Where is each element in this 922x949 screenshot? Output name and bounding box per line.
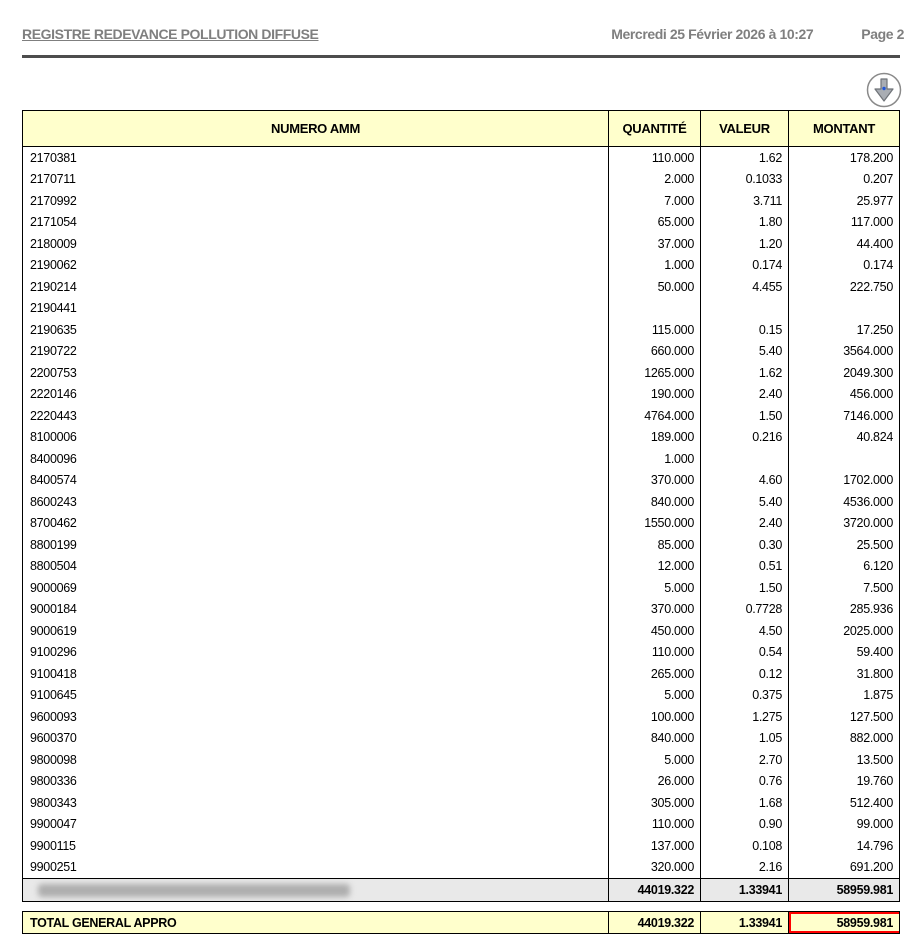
total-montant-highlighted: 58959.981 [789,912,899,933]
valeur-cell: 0.90 [701,814,789,836]
valeur-cell: 0.54 [701,642,789,664]
amm-cell: 2190635 [23,319,609,341]
valeur-cell: 0.15 [701,319,789,341]
quantite-cell: 5.000 [609,685,701,707]
montant-cell: 0.207 [863,172,893,187]
amm-cell: 2200753 [23,362,609,384]
col-header-valeur: VALEUR [701,111,789,146]
montant-cell: 222.750 [849,279,893,294]
amm-cell: 8700462 [23,513,609,535]
montant-cell: 99.000 [856,817,893,832]
valeur-cell: 2.40 [701,384,789,406]
quantite-cell: 1265.000 [609,362,701,384]
quantite-cell: 26.000 [609,771,701,793]
report-datetime: Mercredi 25 Février 2026 à 10:27 [611,26,814,42]
table-row [23,814,899,836]
quantite-cell: 65.000 [609,212,701,234]
montant-cell: 17.250 [856,322,893,337]
montant-cell: 3564.000 [843,344,893,359]
montant-cell: 3720.000 [843,516,893,531]
montant-cell: 1702.000 [843,473,893,488]
subtotal-valeur: 1.33941 [701,879,789,901]
quantite-cell: 840.000 [609,728,701,750]
quantite-cell: 2.000 [609,169,701,191]
montant-cell: 13.500 [856,752,893,767]
quantite-cell: 189.000 [609,427,701,449]
montant-cell: 0.174 [863,258,893,273]
quantite-cell: 115.000 [609,319,701,341]
table-row [23,857,899,879]
valeur-cell: 4.60 [701,470,789,492]
subtotal-quantite: 44019.322 [609,879,701,901]
amm-cell: 2190722 [23,341,609,363]
montant-cell: 2025.000 [843,623,893,638]
table-row [23,298,899,320]
table-row [23,319,899,341]
table-row [23,491,899,513]
montant-cell: 456.000 [849,387,893,402]
table-row [23,513,899,535]
quantite-cell: 840.000 [609,491,701,513]
amm-cell: 9000069 [23,577,609,599]
table-row [23,771,899,793]
col-header-quantite: QUANTITÉ [609,111,701,146]
quantite-cell: 1.000 [609,255,701,277]
quantite-cell: 50.000 [609,276,701,298]
montant-cell: 19.760 [856,774,893,789]
table-row [23,599,899,621]
valeur-cell: 1.80 [701,212,789,234]
quantite-cell: 660.000 [609,341,701,363]
quantite-cell: 1550.000 [609,513,701,535]
table-row [23,556,899,578]
redacted-text-blur [38,884,350,897]
total-row [22,911,900,934]
amm-cell: 9600370 [23,728,609,750]
table-row [23,233,899,255]
amm-cell: 9900115 [23,835,609,857]
valeur-cell: 0.12 [701,663,789,685]
montant-cell [789,448,899,470]
table-row [23,190,899,212]
amm-cell: 2190214 [23,276,609,298]
quantite-cell: 110.000 [609,814,701,836]
valeur-cell: 1.50 [701,577,789,599]
montant-cell: 7146.000 [843,408,893,423]
quantite-cell: 305.000 [609,792,701,814]
montant-cell: 25.977 [856,193,893,208]
header-divider [22,55,900,58]
quantite-cell: 370.000 [609,599,701,621]
quantite-cell: 85.000 [609,534,701,556]
quantite-cell: 4764.000 [609,405,701,427]
table-row [23,405,899,427]
amm-cell: 2170992 [23,190,609,212]
montant-cell: 6.120 [863,559,893,574]
valeur-cell [701,298,789,320]
table-row [23,749,899,771]
amm-cell: 9000184 [23,599,609,621]
valeur-cell: 0.216 [701,427,789,449]
amm-cell: 8400096 [23,448,609,470]
valeur-cell: 0.108 [701,835,789,857]
amm-cell: 8800504 [23,556,609,578]
amm-cell: 2171054 [23,212,609,234]
montant-cell: 117.000 [850,215,893,230]
col-header-montant: MONTANT [813,121,875,136]
amm-cell: 8400574 [23,470,609,492]
montant-cell: 25.500 [856,537,893,552]
amm-cell: 8100006 [23,427,609,449]
table-row [23,147,899,169]
valeur-cell: 0.7728 [701,599,789,621]
valeur-cell: 1.62 [701,362,789,384]
amm-table [22,110,900,934]
valeur-cell: 2.16 [701,857,789,879]
table-row [23,470,899,492]
amm-cell: 9600093 [23,706,609,728]
amm-cell: 2170381 [23,147,609,169]
table-row [23,728,899,750]
quantite-cell: 137.000 [609,835,701,857]
amm-cell: 9800336 [23,771,609,793]
montant-cell: 7.500 [863,580,893,595]
quantite-cell [609,298,701,320]
total-label: TOTAL GENERAL APPRO [23,912,609,933]
quantite-cell: 7.000 [609,190,701,212]
montant-cell: 4536.000 [843,494,893,509]
amm-cell: 2170711 [23,169,609,191]
valeur-cell: 4.50 [701,620,789,642]
amm-cell: 8800199 [23,534,609,556]
table-row [23,706,899,728]
valeur-cell: 1.275 [701,706,789,728]
valeur-cell: 0.1033 [701,169,789,191]
table-row [23,534,899,556]
down-arrow-icon [866,96,902,111]
quantite-cell: 37.000 [609,233,701,255]
quantite-cell: 100.000 [609,706,701,728]
montant-cell: 285.936 [849,602,893,617]
table-header-row [22,110,900,147]
valeur-cell: 1.20 [701,233,789,255]
report-header [22,26,904,42]
amm-cell: 9900047 [23,814,609,836]
valeur-cell: 2.70 [701,749,789,771]
amm-cell: 8600243 [23,491,609,513]
table-row [23,620,899,642]
amm-cell: 9000619 [23,620,609,642]
table-row [23,212,899,234]
valeur-cell: 0.30 [701,534,789,556]
table-row [23,448,899,470]
valeur-cell: 3.711 [701,190,789,212]
montant-cell: 178.200 [849,150,893,165]
table-row [23,835,899,857]
montant-cell: 691.200 [849,860,893,875]
table-row [23,427,899,449]
amm-cell: 2220443 [23,405,609,427]
valeur-cell: 0.76 [701,771,789,793]
montant-cell: 31.800 [856,666,893,681]
valeur-cell: 1.68 [701,792,789,814]
quantite-cell: 1.000 [609,448,701,470]
total-valeur: 1.33941 [701,912,789,933]
montant-cell: 44.400 [856,236,893,251]
table-body [22,147,900,878]
subtotal-montant: 58959.981 [836,883,893,897]
montant-cell: 1.875 [863,688,893,703]
amm-cell: 2190441 [23,298,609,320]
valeur-cell: 0.375 [701,685,789,707]
quantite-cell: 190.000 [609,384,701,406]
quantite-cell: 12.000 [609,556,701,578]
amm-cell: 2220146 [23,384,609,406]
valeur-cell [701,448,789,470]
table-row [23,384,899,406]
montant-cell [789,298,899,320]
scroll-down-button[interactable] [866,72,902,108]
montant-cell: 40.824 [856,430,893,445]
table-row [23,255,899,277]
quantite-cell: 110.000 [609,642,701,664]
page-number: Page 2 [861,26,904,42]
subtotal-row [22,878,900,902]
montant-cell: 2049.300 [843,365,893,380]
amm-cell: 9100645 [23,685,609,707]
col-header-numero-amm: NUMERO AMM [23,111,609,146]
table-row [23,642,899,664]
valeur-cell: 2.40 [701,513,789,535]
amm-cell: 2190062 [23,255,609,277]
montant-cell: 14.796 [856,838,893,853]
table-row [23,685,899,707]
valeur-cell: 0.51 [701,556,789,578]
report-title: REGISTRE REDEVANCE POLLUTION DIFFUSE [22,26,319,42]
valeur-cell: 0.174 [701,255,789,277]
montant-cell: 59.400 [856,645,893,660]
table-row [23,792,899,814]
table-row [23,577,899,599]
amm-cell: 9100296 [23,642,609,664]
amm-cell: 9900251 [23,857,609,879]
amm-cell: 9800343 [23,792,609,814]
amm-cell: 9800098 [23,749,609,771]
quantite-cell: 5.000 [609,577,701,599]
table-row [23,362,899,384]
montant-cell: 127.500 [849,709,893,724]
quantite-cell: 450.000 [609,620,701,642]
total-quantite: 44019.322 [609,912,701,933]
valeur-cell: 4.455 [701,276,789,298]
valeur-cell: 5.40 [701,341,789,363]
quantite-cell: 265.000 [609,663,701,685]
subtotal-redacted-label [23,879,609,901]
valeur-cell: 1.62 [701,147,789,169]
table-row [23,663,899,685]
valeur-cell: 1.05 [701,728,789,750]
quantite-cell: 5.000 [609,749,701,771]
quantite-cell: 320.000 [609,857,701,879]
table-row [23,169,899,191]
quantite-cell: 370.000 [609,470,701,492]
valeur-cell: 1.50 [701,405,789,427]
amm-cell: 2180009 [23,233,609,255]
amm-cell: 9100418 [23,663,609,685]
montant-cell: 882.000 [849,731,893,746]
table-row [23,341,899,363]
valeur-cell: 5.40 [701,491,789,513]
montant-cell: 512.400 [849,795,893,810]
table-row [23,276,899,298]
quantite-cell: 110.000 [609,147,701,169]
